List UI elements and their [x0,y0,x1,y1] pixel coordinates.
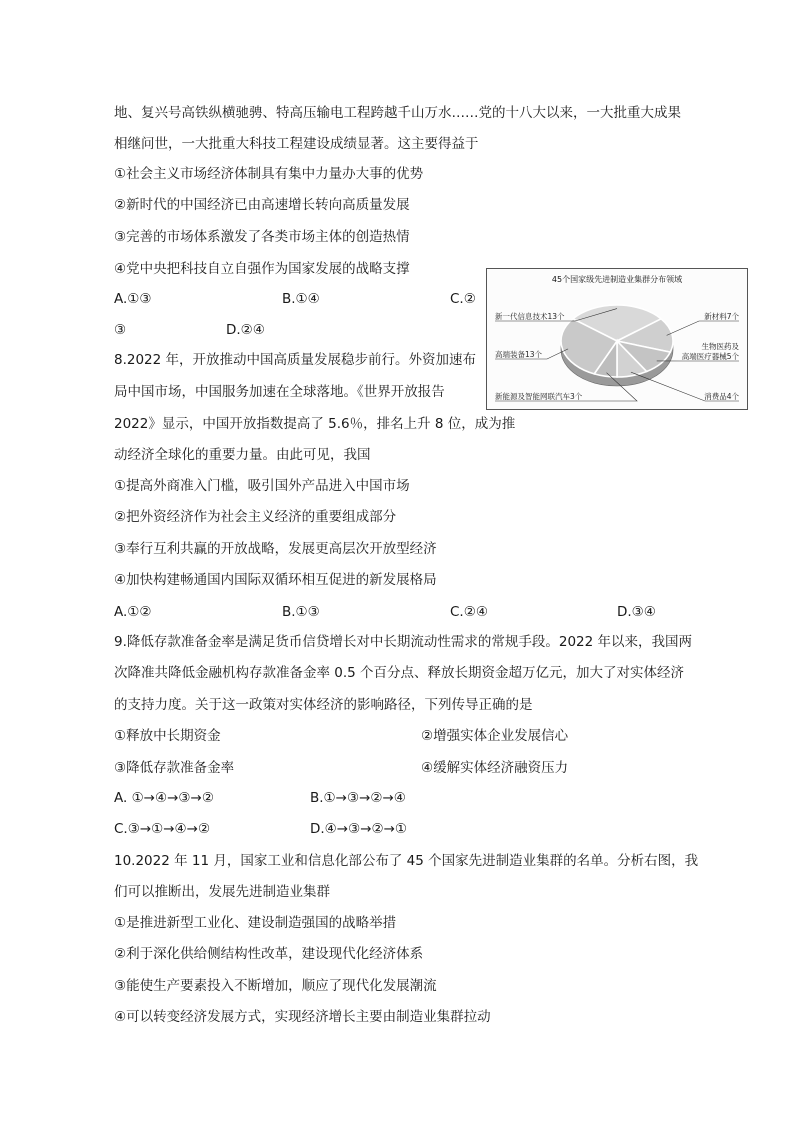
leader-line-1 [667,321,739,335]
q9-option-c: C.③→①→④→② [114,821,211,837]
q10-stem-line-1: 10.2022 年 11 月，国家工业和信息化部公布了 45 个国家先进制造业集群的名单。分析右图，我 [114,853,699,869]
q8-statement-2: ②把外资经济作为社会主义经济的重要组成部分 [114,509,397,525]
pie-label-4: 新能源及智能网联汽车3个 [495,392,583,401]
q9-stem-line-3: 的支持力度。关于这一政策对实体经济的影响路径，下列传导正确的是 [114,697,533,713]
chart-title: 45个国家级先进制造业集群分布领域 [551,275,683,284]
q8-stem-line-1: 8.2022 年，开放推动中国高质量发展稳步前行。外资加速布 [114,352,477,368]
pie-slices-layer [561,305,673,377]
q8-option-b: B.①③ [282,604,320,620]
q7-option-c-cont: ③ [114,322,127,338]
pie-label-3-line2: 高端医疗器械5个 [681,352,739,361]
q7-statement-4: ④党中央把科技自立自强作为国家发展的战略支撑 [114,261,410,277]
q9-statement-4: ④缓解实体经济融资压力 [421,760,569,776]
q7-stem-line-1: 地、复兴号高铁纵横驰骋、特高压输电工程跨越千山万水……党的十八大以来，一大批重大成果 [114,105,681,121]
pie-label-2: 高端装备13个 [495,350,543,359]
q9-option-d: D.④→③→②→① [310,821,408,837]
q8-statement-3: ③奉行互利共赢的开放战略，发展更高层次开放型经济 [114,541,437,557]
pie-chart-svg [487,269,747,409]
q10-statement-1: ①是推进新型工业化、建设制造强国的战略举措 [114,915,397,931]
q8-stem-line-2: 局中国市场，中国服务加速在全球落地。《世界开放报告 [114,384,445,400]
q9-option-b: B.①→③→②→④ [310,790,406,806]
cluster-distribution-chart [486,268,748,410]
q8-option-d: D.③④ [617,604,656,620]
q7-option-a: A.①③ [114,291,152,307]
q8-statement-1: ①提高外商准入门槛，吸引国外产品进入中国市场 [114,478,410,494]
q9-statement-2: ②增强实体企业发展信心 [421,728,569,744]
pie-label-1: 新材料7个 [704,312,739,321]
q9-statement-1: ①释放中长期资金 [114,728,221,744]
q10-statement-2: ②利于深化供给侧结构性改革，建设现代化经济体系 [114,946,424,962]
q8-statement-4: ④加快构建畅通国内国际双循环相互促进的新发展格局 [114,572,437,588]
q7-statement-2: ②新时代的中国经济已由高速增长转向高质量发展 [114,197,410,213]
pie-label-0: 新一代信息技术13个 [495,312,565,321]
q10-stem-line-2: 们可以推断出，发展先进制造业集群 [114,884,330,900]
q7-option-d: D.②④ [226,322,265,338]
q8-option-a: A.①② [114,604,152,620]
q10-statement-3: ③能使生产要素投入不断增加，顺应了现代化发展潮流 [114,978,437,994]
pie-label-5: 消费品4个 [704,392,739,401]
q9-statement-3: ③降低存款准备金率 [114,760,235,776]
q7-statement-1: ①社会主义市场经济体制具有集中力量办大事的优势 [114,166,424,182]
q10-statement-4: ④可以转变经济发展方式，实现经济增长主要由制造业集群拉动 [114,1009,491,1025]
q7-option-b: B.①④ [282,291,320,307]
q7-stem-line-2: 相继问世，一大批重大科技工程建设成绩显著。这主要得益于 [114,136,479,152]
q8-stem-line-4: 动经济全球化的重要力量。由此可见，我国 [114,447,371,463]
q9-stem-line-1: 9.降低存款准备金率是满足货币信贷增长对中长期流动性需求的常规手段。2022 年以来，我国两 [114,634,693,650]
pie-label-3-line1: 生物医药及 [701,342,739,351]
q8-stem-line-3: 2022》显示，中国开放指数提高了 5.6％，排名上升 8 位，成为推 [114,416,516,432]
q8-option-c: C.②④ [450,604,488,620]
q9-stem-line-2: 次降准共降低金融机构存款准备金率 0.5 个百分点、释放长期资金超万亿元，加大了对实体经济 [114,665,685,681]
q9-option-a: A. ①→④→③→② [114,790,214,806]
q7-statement-3: ③完善的市场体系激发了各类市场主体的创造热情 [114,229,410,245]
q7-option-c: C.② [450,291,476,307]
